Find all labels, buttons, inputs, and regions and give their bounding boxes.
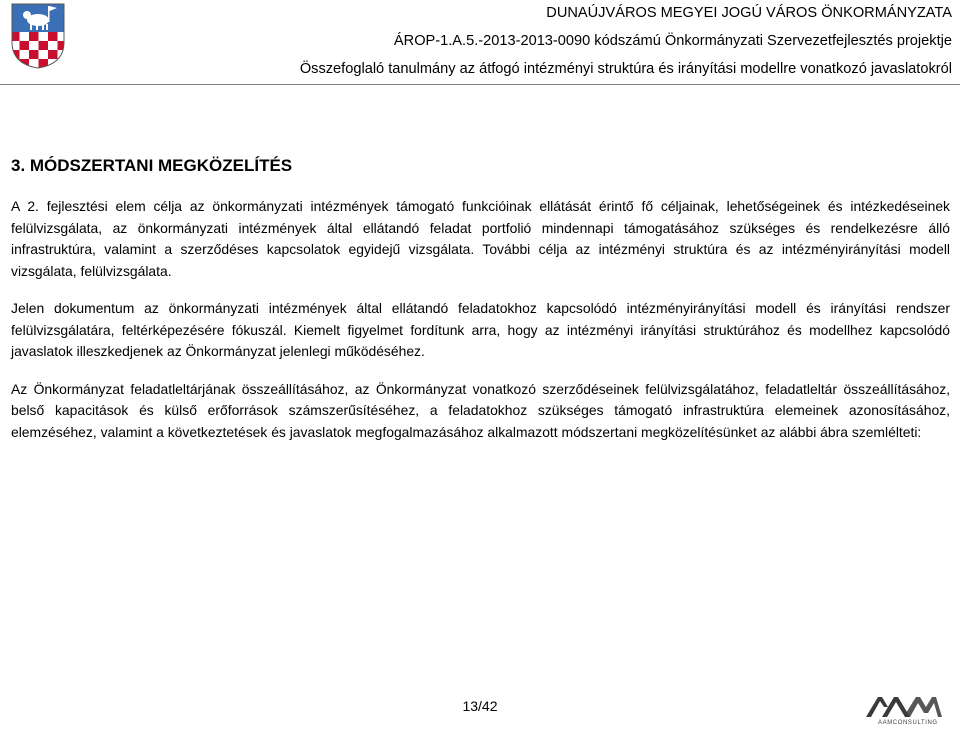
paragraph-1: A 2. fejlesztési elem célja az önkormányzati intézmények támogató funkcióinak ellátását érintő fő céljainak, lehetőségeinek és intézkedéseinek felülvizsgálata, az önkormányzati intézmények által ellátandó feladat portfolió mindennapi támogatásához szükséges és rendelkezésre álló infrastruktúra, valamint a szerződéses kapcsolatok egyidejű vizsgálata. További célja az intézményi struktúra és az intézményirányítási modell vizsgálata, felülvizsgálata.	[11, 198, 950, 279]
header-project-code: ÁROP-1.A.5.-2013-2013-0090 kódszámú Önkormányzati Szervezetfejlesztés projektje	[393, 33, 952, 49]
aam-consulting-logo-icon	[864, 693, 944, 729]
header-organization: DUNAÚJVÁROS MEGYEI JOGÚ VÁROS ÖNKORMÁNYZATA	[546, 5, 952, 21]
paragraph-3: Az Önkormányzat feladatleltárjának összeállításához, az Önkormányzat vonatkozó szerződéseinek felülvizsgálatához, feladatleltár összeállításához, belső kapacitások és külső erőforrások számszerűsítéséhez, a feladatokhoz szükséges támogató infrastruktúra elemeinek azonosításához, elemzéséhez, valamint a következtetések és javaslatok megfogalmazásához alkalmazott módszertani megközelítésünket az alábbi ábra szemlélteti:	[11, 380, 950, 440]
section-body	[11, 196, 950, 459]
section-heading: 3. MÓDSZERTANI MEGKÖZELÍTÉS	[11, 156, 293, 175]
logo-text: AAMCONSULTING	[878, 720, 938, 726]
paragraph-2: Jelen dokumentum az önkormányzati intézmények által ellátandó feladatokhoz kapcsolódó intézményirányítási modell és irányítási rendszer felülvizsgálatára, feltérképezésére fókuszál. Kiemelt figyelmet fordítunk arra, hogy az intézményi irányítási struktúrához és modellhez kapcsolódó javaslatok illeszkedjenek az Önkormányzat jelenlegi működéséhez.	[11, 300, 950, 359]
page-number: 13/42	[462, 698, 498, 714]
document-header	[300, 3, 952, 80]
header-divider	[0, 84, 960, 85]
city-coat-of-arms-icon	[10, 2, 66, 70]
header-document-title: Összefoglaló tanulmány az átfogó intézményi struktúra és irányítási modellre vonatkozó javaslatokról	[299, 61, 952, 77]
